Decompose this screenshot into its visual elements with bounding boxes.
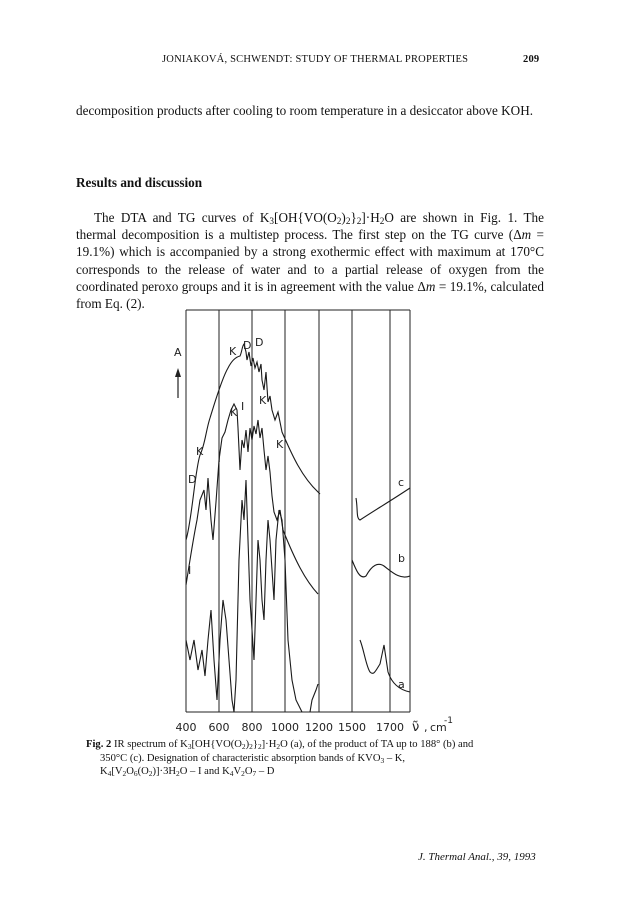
curve-label-c: c: [398, 476, 405, 489]
para2-m-2: m: [425, 278, 436, 294]
para2-text-h: = 19.1%, calculated from Eq. (2).: [76, 278, 544, 312]
y-axis-arrow: [175, 368, 181, 398]
x-tick: 800: [241, 721, 263, 734]
x-tick: 1000: [271, 721, 299, 734]
para2-text-a: The DTA and TG curves of K: [94, 210, 270, 225]
x-unit-comma: ,: [424, 721, 428, 734]
band-label-k-top-right: K: [259, 394, 267, 407]
page-number: 209: [523, 54, 540, 65]
figure-caption: Fig. 2 IR spectrum of $K_3[OH\{VO(O_2)_2\}_2]\cdot H_2O$ (a), of the product of TA up to 188° (b) and 350°C (c). Designation of characteristic absorption bands of $KVO_3$ – K, $K_4[V_2O_6(O_2)]\cdot 3H_2O - I$ and $K_4V_2O_7$ – D: [86, 739, 474, 779]
x-tick: 400: [175, 721, 197, 734]
para2-text-g: = 19.1%) which is accompanied by a strong exothermic effect with maximum at 170°C corresponds to the release of water and to a partial release of oxygen from the coordinated peroxo groups and it is in agreement with the value Δ: [76, 227, 544, 294]
x-unit: cm: [430, 721, 447, 734]
band-label-d-top-2: D: [255, 336, 264, 349]
caption-label: Fig. 2: [86, 739, 112, 750]
section-heading: Results and discussion: [76, 175, 203, 190]
para2-text-f: O are shown in Fig. 1. The thermal decomposition is a multistep process. The first step on the TG curve (Δ: [76, 210, 544, 243]
paragraph-1: decomposition products after cooling to room temperature in a desiccator above KOH.: [76, 103, 534, 118]
x-unit-symbol: ν̃: [412, 720, 420, 735]
band-label-i-left: I: [188, 564, 192, 577]
band-label-d-top: D: [243, 339, 252, 352]
curve-c: [186, 344, 410, 540]
band-label-k-mid: K: [230, 406, 238, 419]
journal-footer: J. Thermal Anal., 39, 1993: [418, 851, 536, 863]
x-tick: 1700: [376, 721, 404, 734]
para2-text-b: [OH{VO(O: [274, 210, 337, 225]
y-axis-label: A: [174, 346, 182, 359]
x-axis-ticks: [176, 721, 405, 734]
band-label-k-mid-right: K: [276, 438, 284, 451]
band-label-k-left: K: [196, 445, 204, 458]
band-label-d-left: D: [188, 473, 197, 486]
band-label-i-mid: I: [241, 400, 245, 413]
x-tick: 600: [208, 721, 230, 734]
x-tick: 1500: [338, 721, 366, 734]
para2-m-1: m: [521, 227, 532, 243]
para2-text-e: ]·H: [361, 210, 380, 225]
curve-a: [186, 480, 410, 712]
para2-text-c: ): [341, 210, 346, 225]
curve-label-b: b: [398, 552, 405, 565]
paragraph-2: The DTA and TG curves of $K_3[OH\{VO(O_2)_2\}_2]\cdot H_2O$ are shown in Fig. 1. The thermal decomposition is a multistep process. The first step on the TG curve (Δm = 19.1%) which is accompanied by a strong exothermic effect with maximum at 170°C corresponds to the release of water and to a partial release of oxygen from the coordinated peroxo groups and it is in agreement with the value Δm = 19.1%, calculated from Eq. (2).: [76, 210, 544, 312]
curve-b: [186, 404, 410, 594]
x-tick: 1200: [305, 721, 333, 734]
curve-label-a: a: [398, 678, 405, 691]
running-title: JONIAKOVÁ, SCHWENDT: STUDY OF THERMAL PROPERTIES: [162, 54, 469, 65]
para2-text-d: }: [350, 210, 357, 225]
x-axis-unit: [412, 716, 453, 735]
band-label-k-top: K: [229, 345, 237, 358]
x-unit-exponent: -1: [444, 716, 453, 726]
band-label-i-left-small: I: [218, 455, 221, 465]
